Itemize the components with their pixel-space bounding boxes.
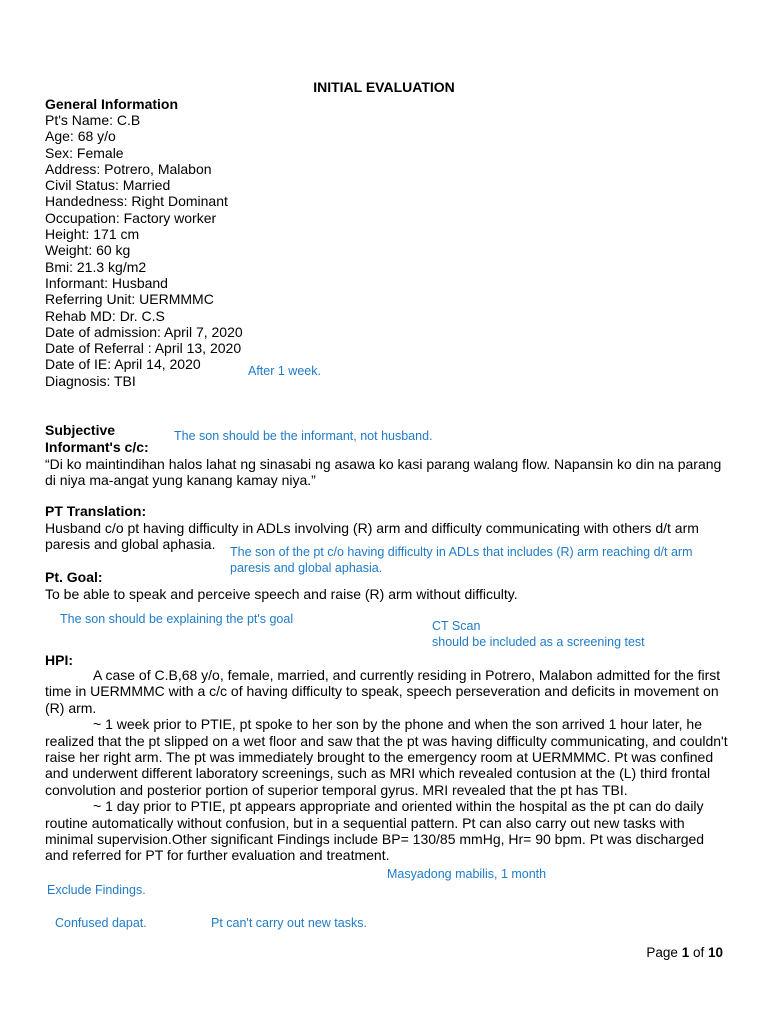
hpi-paragraph-1: A case of C.B,68 y/o, female, married, and currently residing in Potrero, Malabon admitted for the first time in UERMMMC with a c/c of having difficulty to speak, speech perseveration and deficits in movement on (R) arm. [45,667,721,716]
hpi-paragraph-2: ~ 1 week prior to PTIE, pt spoke to her son by the phone and when the son arrived 1 hour later, he realized that the pt slipped on a wet floor and saw that the pt was having difficulty communicating, and couldn't raise her right arm. The pt was immediately brought to the emergency room at UERMMMC. Pt was confined and underwent different laboratory screenings, such as MRI which revealed contusion at the (L) third frontal convolution and posterior portion of superior temporal gyrus. MRI revealed that the pt has TBI. [45,716,728,798]
gi-date-referral: Date of Referral : April 13, 2020 [45,340,242,357]
hpi-paragraph-3: ~ 1 day prior to PTIE, pt appears appropriate and oriented within the hospital as the pt can do daily routine automatically without confusion, but in a sequential pattern. Pt can also carry out new tasks with minimal supervision.Other significant Findings include BP= 130/85 mmHg, Hr= 90 bpm. Pt was discharged and referred for PT for further evaluation and treatment. [45,798,705,864]
general-information-heading: General Information [45,96,179,112]
gi-name: Pt's Name: C.B [45,112,141,128]
comment-son-translation: The son of the pt c/o having difficulty in ADLs that includes (R) arm reaching d/t arm paresis and global aphasia. [230,545,693,575]
comment-new-tasks: Pt can't carry out new tasks. [211,916,367,930]
page-title: INITIAL EVALUATION [313,79,455,95]
gi-rehab-md: Rehab MD: Dr. C.S [45,307,165,324]
gi-date-ie: Date of IE: April 14, 2020 [45,356,201,373]
pt-translation-text: Husband c/o pt having difficulty in ADLs involving (R) arm and difficulty communicating with others d/t arm paresis and global aphasia. [45,520,699,553]
gi-handedness: Handedness: Right Dominant [45,193,228,210]
pt-goal-text: To be able to speak and perceive speech and raise (R) arm without difficulty. [45,586,518,602]
gi-occupation: Occupation: Factory worker [45,209,217,226]
gi-age: Age: 68 y/o [45,128,116,145]
comment-masyadong: Masyadong mabilis, 1 month [387,867,547,881]
pt-goal-heading: Pt. Goal: [45,569,103,585]
gi-sex: Sex: Female [45,144,124,161]
page-indicator [646,945,723,960]
gi-bmi: Bmi: 21.3 kg/m2 [45,258,147,275]
gi-address: Address: Potrero, Malabon [45,160,212,177]
hpi-text [45,667,729,864]
hpi-heading: HPI: [45,652,73,668]
informant-cc-heading: Informant's c/c: [45,439,149,455]
comment-confused: Confused dapat. [55,916,147,930]
pt-translation-heading: PT Translation: [45,503,147,519]
informant-cc-text: “Di ko maintindihan halos lahat ng sinasabi ng asawa ko kasi parang walang flow. Napansin ko din na parang di niya ma-angat yung kanang kamay niya.” [45,456,722,489]
page-sep: of [689,945,708,960]
gi-date-admission: Date of admission: April 7, 2020 [45,323,243,340]
comment-son-informant: The son should be the informant, not husband. [174,429,433,443]
gi-height: Height: 171 cm [45,226,140,243]
comment-ct-scan: CT Scan should be included as a screening test [432,619,645,649]
gi-referring-unit: Referring Unit: UERMMMC [45,291,214,308]
comment-son-goal: The son should be explaining the pt's goal [60,612,294,626]
page-total: 10 [707,945,723,960]
general-information-list [45,112,243,389]
comment-after-week: After 1 week. [248,364,321,378]
page-prefix: Page [646,945,682,960]
gi-informant: Informant: Husband [45,274,168,291]
gi-civil-status: Civil Status: Married [45,177,171,194]
subjective-heading: Subjective [45,422,116,438]
gi-diagnosis: Diagnosis: TBI [45,372,136,389]
gi-weight: Weight: 60 kg [45,242,131,259]
page-current: 1 [681,945,690,960]
comment-exclude-findings: Exclude Findings. [47,883,146,897]
